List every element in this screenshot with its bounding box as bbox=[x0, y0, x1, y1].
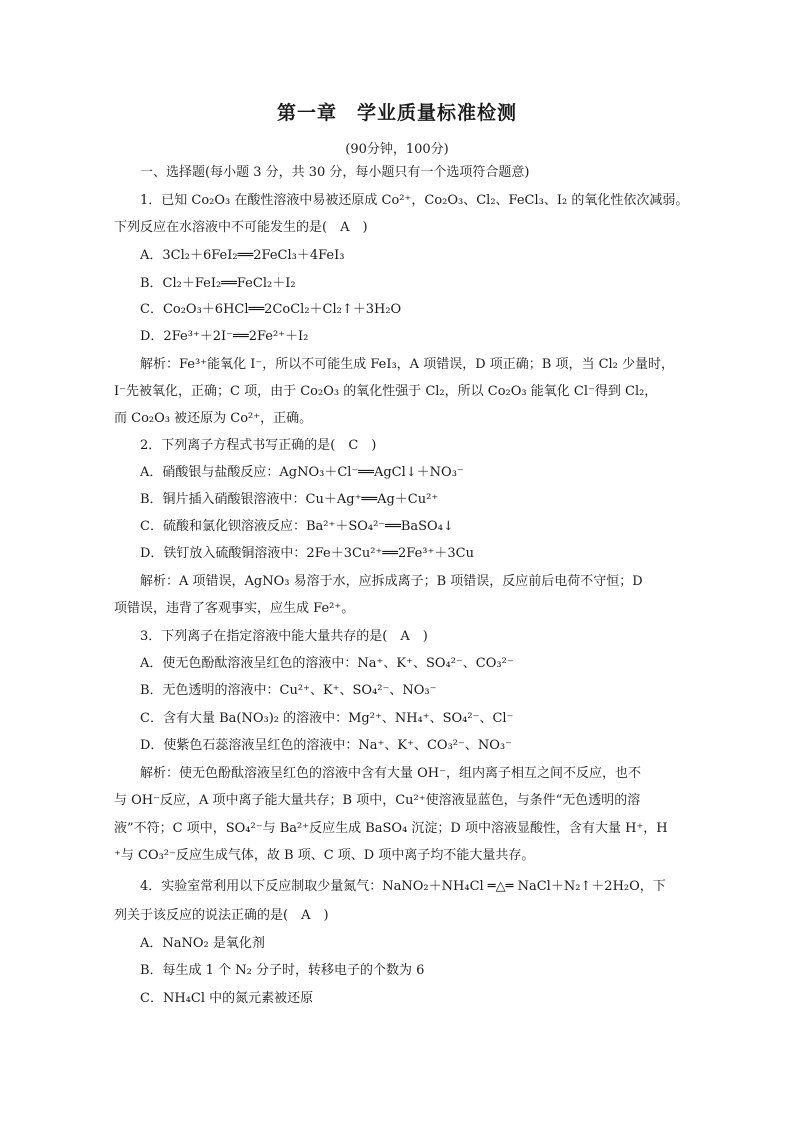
question-2-stem: 2．下列离子方程式书写正确的是( C ) bbox=[140, 438, 377, 453]
question-1-analysis-line-1: 解析：Fe³⁺能氧化 I⁻，所以不可能生成 FeI₃，A 项错误，D 项正确；B 项，当 Cl₂ 少量时， bbox=[140, 357, 675, 372]
question-1-option-b: B．Cl₂＋FeI₂══FeCl₂＋I₂ bbox=[140, 276, 296, 291]
page-subtitle: (90分钟，100分) bbox=[345, 142, 449, 157]
question-3-analysis-line-2: 与 OH⁻反应，A 项中离子能大量共存；B 项中，Cu²⁺使溶液显蓝色，与条件“无色透明的溶 bbox=[114, 793, 641, 808]
question-3-analysis-line-4: ⁺与 CO₃²⁻反应生成气体，故 B 项、C 项、D 项中离子均不能大量共存。 bbox=[114, 848, 535, 863]
question-3-option-a: A．使无色酚酞溶液呈红色的溶液中：Na⁺、K⁺、SO₄²⁻、CO₃²⁻ bbox=[140, 656, 514, 671]
question-2-option-d: D．铁钉放入硫酸铜溶液中：2Fe＋3Cu²⁺══2Fe³⁺＋3Cu bbox=[140, 546, 474, 561]
question-1-analysis-line-2: I⁻先被氧化，正确；C 项，由于 Co₂O₃ 的氧化性强于 Cl₂，所以 Co₂O₃ 能氧化 Cl⁻得到 Cl₂， bbox=[114, 384, 658, 399]
question-1-option-a: A．3Cl₂＋6FeI₂══2FeCl₃＋4FeI₃ bbox=[140, 248, 345, 263]
question-2-analysis-line-1: 解析：A 项错误，AgNO₃ 易溶于水，应拆成离子；B 项错误，反应前后电荷不守恒；D bbox=[140, 574, 643, 589]
question-4-option-c: C．NH₄Cl 中的氮元素被还原 bbox=[140, 991, 314, 1006]
question-2-analysis-line-2: 项错误，违背了客观事实，应生成 Fe²⁺。 bbox=[114, 601, 355, 616]
question-3-stem: 3．下列离子在指定溶液中能大量共存的是( A ) bbox=[140, 629, 428, 644]
question-4-stem-line-1: 4．实验室常利用以下反应制取少量氮气：NaNO₂＋NH₄Cl ═△═ NaCl＋N₂↑＋2H₂O，下 bbox=[140, 879, 666, 894]
question-1-stem-line-2: 下列反应在水溶液中不可能发生的是( A ) bbox=[114, 220, 368, 235]
question-1-stem-line-1: 1．已知 Co₂O₃ 在酸性溶液中易被还原成 Co²⁺，Co₂O₃、Cl₂、FeCl₃、I₂ 的氧化性依次减弱。 bbox=[140, 193, 689, 208]
question-1-option-d: D．2Fe³⁺＋2I⁻══2Fe²⁺＋I₂ bbox=[140, 329, 309, 344]
question-4-stem-line-2: 列关于该反应的说法正确的是( A ) bbox=[114, 908, 329, 923]
question-3-option-d: D．使紫色石蕊溶液呈红色的溶液中：Na⁺、K⁺、CO₃²⁻、NO₃⁻ bbox=[140, 738, 512, 753]
question-2-option-c: C．硫酸和氯化钡溶液反应：Ba²⁺＋SO₄²⁻══BaSO₄↓ bbox=[140, 519, 454, 534]
question-1-option-c: C．Co₂O₃＋6HCl══2CoCl₂＋Cl₂↑＋3H₂O bbox=[140, 302, 402, 317]
question-3-analysis-line-1: 解析：使无色酚酞溶液呈红色的溶液中含有大量 OH⁻，组内离子相互之间不反应，也不 bbox=[140, 766, 641, 781]
question-3-option-c: C．含有大量 Ba(NO₃)₂ 的溶液中：Mg²⁺、NH₄⁺、SO₄²⁻、Cl⁻ bbox=[140, 711, 514, 726]
question-3-analysis-line-3: 液”不符；C 项中，SO₄²⁻与 Ba²⁺反应生成 BaSO₄ 沉淀；D 项中溶液显酸性，含有大量 H⁺，H bbox=[114, 821, 668, 836]
question-3-option-b: B．无色透明的溶液中：Cu²⁺、K⁺、SO₄²⁻、NO₃⁻ bbox=[140, 683, 437, 698]
question-2-option-a: A．硝酸银与盐酸反应：AgNO₃＋Cl⁻══AgCl↓＋NO₃⁻ bbox=[140, 465, 464, 480]
section-heading: 一、选择题(每小题 3 分，共 30 分，每小题只有一个选项符合题意) bbox=[140, 165, 530, 180]
page-title: 第一章 学业质量标准检测 bbox=[276, 102, 517, 124]
question-4-option-b: B．每生成 1 个 N₂ 分子时，转移电子的个数为 6 bbox=[140, 963, 425, 978]
question-2-option-b: B．铜片插入硝酸银溶液中：Cu＋Ag⁺══Ag＋Cu²⁺ bbox=[140, 492, 439, 507]
question-4-option-a: A．NaNO₂ 是氧化剂 bbox=[140, 936, 265, 951]
question-1-analysis-line-3: 而 Co₂O₃ 被还原为 Co²⁺，正确。 bbox=[114, 411, 313, 426]
